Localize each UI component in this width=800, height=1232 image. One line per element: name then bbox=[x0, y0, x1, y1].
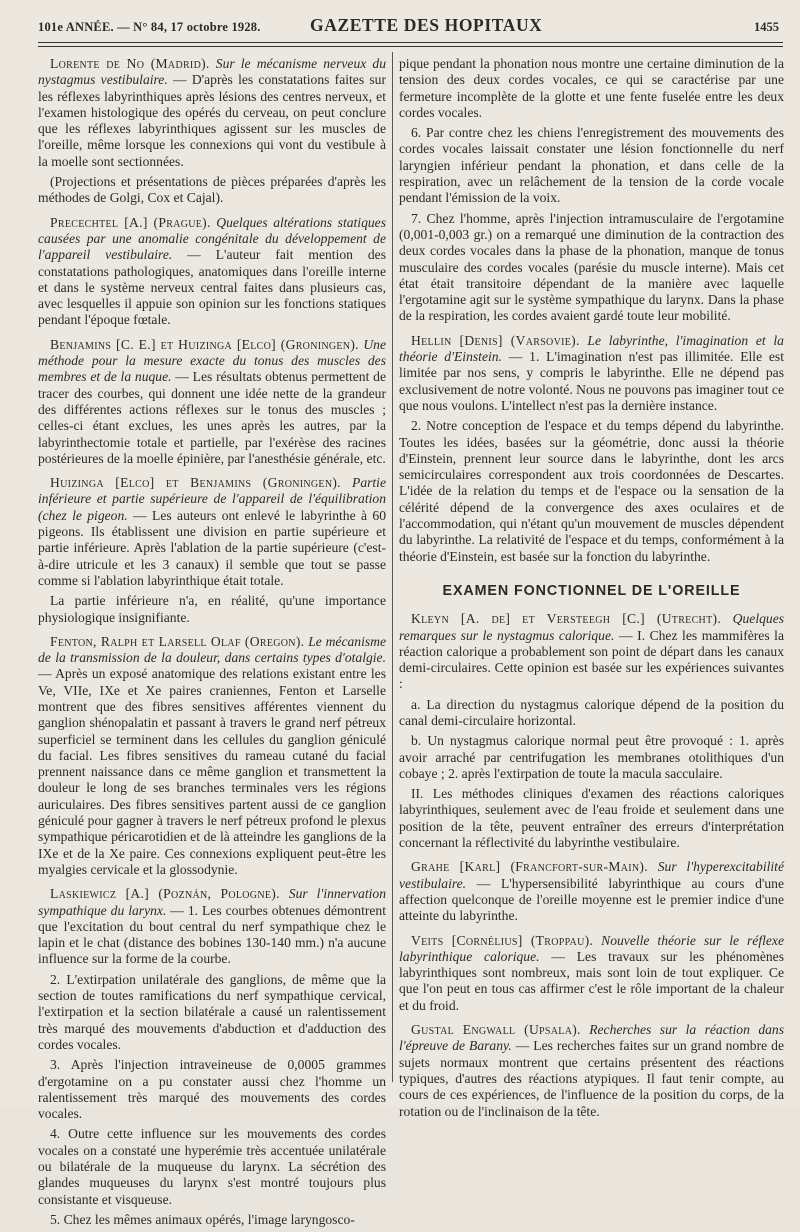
abstract-point: 4. Outre cette influence sur les mouvements des cordes vocales on a constaté une hyperémie très accentuée unilatérale ou bilatérale de la muqueuse du larynx. La sécrétion des glandes muqueuses du larynx s'est montré toujours plus consistante et visqueuse. bbox=[38, 1126, 386, 1207]
abstract-entry bbox=[38, 337, 386, 467]
abstract-entry bbox=[399, 933, 784, 1014]
carryover-text: pique pendant la phonation nous montre une certaine diminution de la tension des deux cordes vocales, ce qui se caractérise par une fermeture incomplète de la glotte et une fente fuselée entre les deux cordes vocales. bbox=[399, 56, 784, 120]
abstract-point: 6. Par contre chez les chiens l'enregistrement des mouvements des cordes vocales laissait constater une lésion fonctionnelle du nerf laryngien inférieur pendant la phonation, et dans celle de la respiration, avec un relâchement de la tension de la corde vocale pendant l'émission de la voix. bbox=[399, 125, 784, 206]
abstract-entry bbox=[38, 475, 386, 589]
issue-info: 101e ANNÉE. — N° 84, 17 octobre 1928. bbox=[38, 20, 261, 34]
abstract-text: — I. Chez les mammifères la réaction calorique a probablement son point de départ dans les canaux demi-circulaires. Cette opinion est basée sur les expériences suivantes : bbox=[399, 627, 784, 692]
abstract-title: Le labyrinthe, l'imagination et la théorie d'Einstein. bbox=[399, 332, 784, 365]
abstract-point: b. Un nystagmus calorique normal peut être provoqué : 1. après avoir arraché par centrifugation les membranes otolithiques d'un cobaye ; 2. après l'extirpation de toute la macula sacculaire. bbox=[399, 733, 784, 781]
abstract-text: — 1. L'imagination n'est pas illimitée. Elle est limitée par nos sens, y compris le labyrinthe. Elle ne dépend pas exclusivement de notre volonté. Nous ne pouvons pas imaginer tout ce que nous voulons. L'intellect n'est pas la dernière instance. bbox=[399, 349, 785, 413]
abstract-title: Quelques remarques sur le nystagmus calorique. bbox=[399, 611, 785, 643]
abstract-title: Partie inférieure et partie supérieure de l'appareil de l'équilibration (chez le pigeon. bbox=[38, 475, 386, 523]
abstract-title: Sur l'innervation sympathique du larynx. bbox=[38, 886, 386, 918]
abstract-entry bbox=[38, 56, 386, 170]
abstract-entry bbox=[399, 1022, 784, 1120]
abstract-title: Le mécanisme de la transmission de la douleur, dans certains types d'otalgie. bbox=[38, 633, 386, 666]
abstract-author: Veits [Cornélius] (Troppau). bbox=[411, 932, 594, 948]
abstract-author: Hellin [Denis] (Varsovie). bbox=[411, 332, 580, 348]
abstract-author: Gustal Engwall (Upsala). bbox=[411, 1022, 581, 1038]
abstract-point: 7. Chez l'homme, après l'injection intramusculaire de l'ergotamine (0,001-0,003 gr.) on a remarqué une diminution de la contraction des deux cordes vocales dans la phase de la phonation, manque de tonus musculaire des cordes vocales (parésie du muscle interne). Mais cet état était transitoire dépendant de la manière avec laquelle l'ergotamine agit sur le système sympathique du larynx. Dans la phase de la respiration, les cordes avaient gardé toute leur mobilité. bbox=[399, 210, 784, 324]
abstract-title: Sur l'hyperexcitabilité vestibulaire. bbox=[399, 859, 784, 891]
abstract-point: 2. L'extirpation unilatérale des ganglions, de même que la section de toutes ramifications du nerf sympathique cervical, l'extirpation et la section bilatérale a causé un ralentissement très marqué des mouvements d'abduction et d'adduction des cordes vocales. bbox=[38, 971, 386, 1052]
page-number: 1455 bbox=[754, 20, 779, 34]
abstract-text: — D'après les constatations faites sur les réflexes labyrinthiques après lésions des centres nerveux, et l'examen histologique des opérés du cerveau, on peut conclure que les réflexes labyrinthiques agissent sur les muscles de l'oreille, même lorsque les connexions qui vont du vestibule à la moelle sont sectionnées. bbox=[38, 72, 386, 169]
abstract-text: — L'auteur fait mention des constatations pathologiques, anatomiques dans l'oreille interne et dans le système nerveux central faites dans plusieurs cas, avec lesquelles il appuie son opinion sur les fonctions statiques pendant l'époque fœtale. bbox=[38, 247, 386, 328]
abstract-text: — L'hypersensibilité labyrinthique au cours d'une affection quelconque de l'oreille moyenne est le premier indice d'une atteinte du labyrinthe. bbox=[399, 875, 784, 924]
page-header bbox=[38, 14, 783, 40]
section-title: EXAMEN FONCTIONNEL DE L'OREILLE bbox=[442, 582, 741, 599]
abstract-entry bbox=[399, 611, 784, 692]
abstract-text: — Les recherches faites sur un grand nombre de sujets normaux montrent que certains présentent des réactions typiques, d'autres des réactions atypiques. Il faut tenir compte, au cours de ces expériences, de l'influence de la position du corps, de la rotation ou de l'inclinaison de la tête. bbox=[399, 1038, 784, 1119]
abstract-point: 5. Chez les mêmes animaux opérés, l'image laryngosco- bbox=[50, 1211, 355, 1227]
right-column bbox=[399, 56, 784, 1124]
abstract-entry bbox=[38, 215, 386, 329]
abstract-point: II. Les méthodes cliniques d'examen des réactions caloriques labyrinthiques, seulement avec de l'eau froide et seulement dans une position de la tête, peuvent entraîner des erreurs d'interprétation concernant la réflectivité du labyrinthe vestibulaire. bbox=[399, 786, 784, 851]
abstract-title: Recherches sur la réaction dans l'épreuve de Barany. bbox=[399, 1022, 784, 1054]
abstract-title: Sur le mécanisme nerveux du nystagmus vestibulaire. bbox=[38, 56, 386, 88]
abstract-point: 3. Après l'injection intraveineuse de 0,0005 grammes d'ergotamine on a pu constater aussi chez l'homme un ralentissement très marqué des mouvements des cordes vocales. bbox=[38, 1057, 386, 1122]
abstract-text: — Les résultats obtenus permettent de tracer des courbes, qui donnent une idée nette de la grandeur des différentes actions réflexes sur le tonus des muscles ; celles-ci étant exclues, les unes après les autres, par la labyrinthectomie totale et partielle, par l'exérèse des racines postérieures de la moelle épinière, par l'anesthésie générale, etc. bbox=[38, 369, 386, 466]
abstract-text: — 1. Les courbes obtenues démontrent que l'excitation du bout central du nerf sympathique chez le lapin et le chat (distance des bobines 130-140 mm.) n'a aucune influence sur la forme de la courbe. bbox=[38, 902, 386, 967]
abstract-title: Quelques altérations statiques causées par une anomalie congénitale du développement de l'appareil vestibulaire. bbox=[38, 214, 387, 263]
journal-title: GAZETTE DES HOPITAUX bbox=[310, 15, 543, 35]
abstract-text: — Les travaux sur les phénomènes labyrinthiques sont nombreux, mais sont loin de tout expliquer. Ce que l'on peut en tous cas affirmer c'est le rôle important de la chaleur et du froid. bbox=[399, 948, 784, 1013]
abstract-author: Precechtel [A.] (Prague). bbox=[50, 214, 211, 230]
abstract-title: Nouvelle théorie sur le réflexe labyrinthique calorique. bbox=[399, 932, 784, 964]
abstract-continuation: La partie inférieure n'a, en réalité, qu'une importance physiologique insignifiante. bbox=[38, 593, 386, 625]
abstract-author: Huizinga [Elco] et Benjamins (Groningen). bbox=[50, 475, 341, 491]
abstract-text: — Après un exposé anatomique des relations existant entre les Ve, VIIe, IXe et Xe paires craniennes, Fenton et Larselle montrent que des fibres sensitives afférentes viennent du ganglion shénopalatin et passant à travers le grand nerf pétreux superficiel se terminent dans les cellules du ganglion géniculé du facial. Les fibres sensitives du rameau cutané du facial prennent naissance dans ce même ganglion et transmettent la douleur le long de ses branches terminales vers les régions auriculaires. Des fibres sensitives partent aussi de ce ganglion géniculé pour gagner à travers le nerf pétreux profond le plexus sympathique péricarotidien et de là atteindre les ganglions de la IXe et de la Xe paire. Ces connexions expliquent peut-être les myalgies cervicale et la glossodynie. bbox=[38, 666, 386, 877]
abstract-author: Fenton, Ralph et Larsell Olaf (Oregon). bbox=[50, 633, 305, 649]
abstract-title: Une méthode pour la mesure exacte du tonus des muscles des membres et de la nuque. bbox=[38, 336, 386, 385]
abstract-entry bbox=[399, 333, 784, 414]
abstract-author: Lorente de No (Madrid). bbox=[50, 56, 210, 71]
header-rule-thin bbox=[38, 46, 783, 47]
abstract-point: a. La direction du nystagmus calorique dépend de la position du canal demi-circulaire horizontal. bbox=[399, 696, 784, 728]
abstract-text: — Les auteurs ont enlevé le labyrinthe à 60 pigeons. Ils établissent une division en partie supérieure et partie inférieure. Après l'ablation de la partie supérieure (c'est-à-dire utricule et les 3 canaux) il semble que tout se passe comme si l'ablation labyrinthique était totale. bbox=[38, 507, 387, 588]
abstract-entry bbox=[38, 634, 386, 878]
left-column bbox=[38, 56, 386, 1232]
abstract-author: Grahe [Karl] (Francfort-sur-Main). bbox=[411, 859, 648, 875]
abstract-entry bbox=[399, 859, 784, 924]
abstract-author: Benjamins [C. E.] et Huizinga [Elco] (Groningen). bbox=[50, 336, 359, 352]
abstract-point: 2. Notre conception de l'espace et du temps dépend du labyrinthe. Toutes les idées, basées sur la géométrie, donc aussi la théorie d'Einstein, prennent leur source dans le labyrinthe, dont les arcs semicirculaires correspondent aux trois coordonnées de Descartes. L'idée de la relation du temps et de l'espace ou la sensation de la célérité dépend de la convergence des axes oculaires et de l'accommodation, qui n'étant qu'un mouvement de muscles dépendent du labyrinthe. La relativité de l'espace et du temps, conformément à la théorie d'Einstein, est basée sur la fonction du labyrinthe. bbox=[399, 418, 784, 564]
header-rule-thick bbox=[38, 42, 783, 43]
column-divider bbox=[392, 52, 393, 1082]
abstract-entry bbox=[38, 886, 386, 967]
abstract-continuation: (Projections et présentations de pièces préparées d'après les méthodes de Golgi, Cox et Cajal). bbox=[38, 174, 386, 206]
abstract-author: Laskiewicz [A.] (Poznán, Pologne). bbox=[50, 886, 280, 902]
abstract-author: Kleyn [A. de] et Versteegh [C.] (Utrecht). bbox=[411, 611, 722, 627]
